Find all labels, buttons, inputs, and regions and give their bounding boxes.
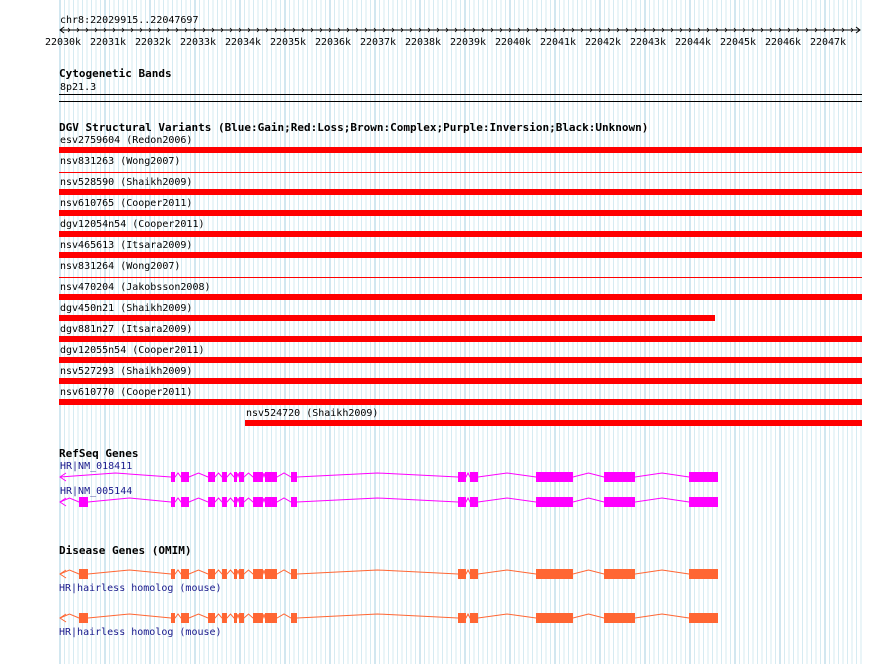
variant-label[interactable]: dgv450n21 (Shaikh2009): [60, 303, 193, 314]
variant-feature-bar[interactable]: [59, 147, 862, 153]
exon-block: [604, 472, 635, 482]
exon-block: [253, 497, 263, 507]
variant-label[interactable]: nsv831264 (Wong2007): [60, 261, 181, 272]
exon-block: [222, 613, 227, 623]
exon-block: [536, 497, 573, 507]
exon-block: [265, 472, 277, 482]
ruler-tick-label: 22039k: [449, 37, 487, 48]
variant-label[interactable]: nsv831263 (Wong2007): [60, 156, 181, 167]
exon-block: [265, 497, 277, 507]
variant-feature-bar[interactable]: [59, 189, 862, 195]
variant-feature-bar[interactable]: [59, 399, 862, 405]
exon-block: [253, 613, 263, 623]
variant-feature-bar[interactable]: [59, 277, 862, 278]
intron-line: [60, 570, 689, 574]
cytoband-label[interactable]: 8p21.3: [60, 82, 97, 93]
ruler-tick-label: 22041k: [539, 37, 577, 48]
exon-block: [234, 613, 237, 623]
variant-label[interactable]: esv2759604 (Redon2006): [60, 135, 193, 146]
exon-block: [234, 569, 237, 579]
ruler-tick-label: 22035k: [269, 37, 307, 48]
variant-feature-bar[interactable]: [59, 210, 862, 216]
variant-feature-bar[interactable]: [59, 231, 862, 237]
ruler-tick-label: 22046k: [764, 37, 802, 48]
exon-block: [265, 613, 277, 623]
ruler-tick-label: 22040k: [494, 37, 532, 48]
strand-arrow-icon: [60, 614, 66, 622]
exon-block: [291, 569, 297, 579]
exon-block: [536, 569, 573, 579]
variant-feature-bar[interactable]: [59, 357, 862, 363]
exon-block: [470, 569, 478, 579]
cytoband-bar[interactable]: [59, 94, 862, 95]
ruler-tick-label: 22045k: [719, 37, 757, 48]
omim-gene-label[interactable]: HR|hairless homolog (mouse): [59, 583, 222, 594]
exon-block: [181, 497, 189, 507]
exon-block: [265, 569, 277, 579]
cytoband-track-title: Cytogenetic Bands: [59, 67, 172, 80]
omim-gene-label[interactable]: HR|hairless homolog (mouse): [59, 627, 222, 638]
exon-block: [291, 497, 297, 507]
variant-feature-bar[interactable]: [59, 336, 862, 342]
variant-label[interactable]: nsv610770 (Cooper2011): [60, 387, 193, 398]
exon-block: [470, 613, 478, 623]
exon-block: [458, 569, 466, 579]
exon-block: [470, 472, 478, 482]
variant-label[interactable]: dgv881n27 (Itsara2009): [60, 324, 193, 335]
exon-block: [79, 497, 88, 507]
exon-block: [458, 613, 466, 623]
variant-label[interactable]: nsv610765 (Cooper2011): [60, 198, 193, 209]
exon-block: [689, 472, 718, 482]
exon-block: [604, 613, 635, 623]
exon-block: [239, 613, 244, 623]
refseq-transcript-label[interactable]: HR|NM_005144: [60, 486, 133, 497]
ruler-tick-label: 22043k: [629, 37, 667, 48]
exon-block: [291, 613, 297, 623]
variant-label[interactable]: nsv524720 (Shaikh2009): [246, 408, 379, 419]
omim-track-title: Disease Genes (OMIM): [59, 544, 192, 557]
variant-feature-bar[interactable]: [59, 172, 862, 173]
exon-block: [253, 472, 263, 482]
ruler-tick-label: 22038k: [404, 37, 442, 48]
refseq-transcript-model[interactable]: [0, 470, 890, 486]
ruler-tick-label: 22036k: [314, 37, 352, 48]
ruler-tick-label: 22044k: [674, 37, 712, 48]
intron-line: [60, 614, 689, 618]
intron-line: [60, 473, 689, 477]
exon-block: [458, 497, 466, 507]
exon-block: [689, 613, 718, 623]
location-label: chr8:22029915..22047697: [60, 15, 199, 26]
variant-label[interactable]: nsv465613 (Itsara2009): [60, 240, 193, 251]
exon-block: [79, 613, 88, 623]
exon-block: [239, 569, 244, 579]
exon-block: [470, 497, 478, 507]
exon-block: [239, 472, 244, 482]
exon-block: [234, 497, 237, 507]
variant-label[interactable]: dgv12054n54 (Cooper2011): [60, 219, 205, 230]
exon-block: [171, 613, 175, 623]
ruler-tick-label: 22033k: [179, 37, 217, 48]
exon-block: [222, 472, 227, 482]
exon-block: [458, 472, 466, 482]
exon-block: [171, 472, 175, 482]
exon-block: [181, 613, 189, 623]
ruler-tick-label: 22031k: [89, 37, 127, 48]
refseq-transcript-label[interactable]: HR|NM_018411: [60, 461, 133, 472]
exon-block: [604, 569, 635, 579]
variant-feature-bar[interactable]: [59, 252, 862, 258]
exon-block: [171, 569, 175, 579]
exon-block: [79, 569, 88, 579]
exon-block: [689, 569, 718, 579]
variant-label[interactable]: nsv528590 (Shaikh2009): [60, 177, 193, 188]
variant-label[interactable]: dgv12055n54 (Cooper2011): [60, 345, 205, 356]
ruler-tick-label: 22042k: [584, 37, 622, 48]
ruler-tick-label: 22032k: [134, 37, 172, 48]
variant-feature-bar[interactable]: [59, 315, 715, 321]
exon-block: [171, 497, 175, 507]
exon-block: [239, 497, 244, 507]
ruler-tick-label: 22030k: [44, 37, 82, 48]
variant-feature-bar[interactable]: [59, 294, 862, 300]
exon-block: [181, 569, 189, 579]
strand-arrow-icon: [60, 498, 66, 506]
cytoband-outline: [59, 101, 862, 102]
ruler-tick-label: 22047k: [809, 37, 847, 48]
exon-block: [536, 472, 573, 482]
exon-block: [234, 472, 237, 482]
exon-block: [208, 472, 215, 482]
dgv-track-title: DGV Structural Variants (Blue:Gain;Red:Loss;Brown:Complex;Purple:Inversion;Black:Unknown): [59, 121, 649, 134]
variant-label[interactable]: nsv527293 (Shaikh2009): [60, 366, 193, 377]
refseq-track-title: RefSeq Genes: [59, 447, 139, 460]
exon-block: [253, 569, 263, 579]
strand-arrow-icon: [60, 570, 66, 578]
ruler-tick-label: 22034k: [224, 37, 262, 48]
exon-block: [208, 569, 215, 579]
intron-line: [60, 498, 689, 502]
exon-block: [208, 613, 215, 623]
variant-label[interactable]: nsv470204 (Jakobsson2008): [60, 282, 211, 293]
exon-block: [181, 472, 189, 482]
exon-block: [222, 569, 227, 579]
exon-block: [536, 613, 573, 623]
omim-gene-model[interactable]: [0, 567, 890, 583]
omim-gene-model[interactable]: [0, 611, 890, 627]
variant-feature-bar[interactable]: [245, 420, 862, 426]
exon-block: [604, 497, 635, 507]
exon-block: [689, 497, 718, 507]
variant-feature-bar[interactable]: [59, 378, 862, 384]
refseq-transcript-model[interactable]: [0, 495, 890, 511]
exon-block: [291, 472, 297, 482]
ruler-tick-label: 22037k: [359, 37, 397, 48]
exon-block: [222, 497, 227, 507]
exon-block: [208, 497, 215, 507]
